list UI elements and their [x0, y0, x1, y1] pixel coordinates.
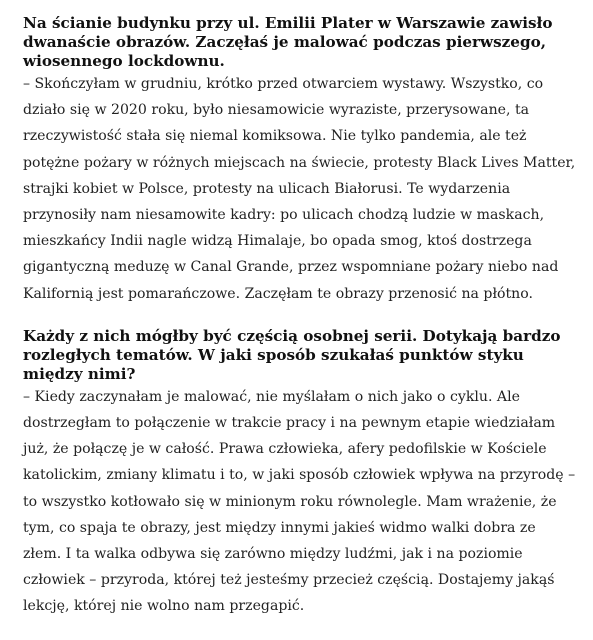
interview-question: Każdy z nich mógłby być częścią osobnej serii. Dotykają bardzo rozległych tematów. W jaki sposób szukałaś punktów styku między nimi?	[23, 326, 561, 383]
interview-answer: – Skończyłam w grudniu, krótko przed otwarciem wystawy. Wszystko, co działo się w 2020 roku, było niesamowicie wyraziste, przerysowane, ta rzeczywistość stała się niemal komiksowa. Nie tylko pandemia, ale też potężne pożary w różnych miejscach na świecie, protesty Black Lives Matter, strajki kobiet w Polsce, protesty na ulicach Białorusi. Te wydarzenia przynosiły nam niesamowite kadry: po ulicach chodzą ludzie w maskach, mieszkańcy Indii nagle widzą Himalaje, bo opada smog, ktoś dostrzega gigantyczną meduzę w Canal Grande, przez wspomniane pożary niebo nad Kalifornią jest pomarańczowe. Zaczęłam te obrazy przenosić na płótno.	[23, 76, 576, 302]
interview-section-1	[23, 14, 578, 307]
article-body	[23, 14, 578, 640]
interview-answer: – Kiedy zaczynałam je malować, nie myślałam o nich jako o cyklu. Ale dostrzegłam to połączenie w trakcie pracy i na pewnym etapie wiedziałam już, że połączę je w całość. Prawa człowieka, afery pedofilskie w Kościele katolickim, zmiany klimatu i to, w jaki sposób człowiek wpływa na przyrodę – to wszystko kotłowało się w minionym roku równolegle. Mam wrażenie, że tym, co spaja te obrazy, jest między innymi jakieś widmo walki dobra ze złem. I ta walka odbywa się zarówno między ludźmi, jak i na poziomie człowiek – przyroda, której też jesteśmy przecież częścią. Dostajemy jakąś lekcję, której nie wolno nam przegapić.	[23, 388, 576, 615]
interview-section-2	[23, 327, 578, 620]
interview-question: Na ścianie budynku przy ul. Emilii Plater w Warszawie zawisło dwanaście obrazów. Zaczęłaś je malować podczas pierwszego, wiosennego lockdownu.	[23, 14, 553, 70]
